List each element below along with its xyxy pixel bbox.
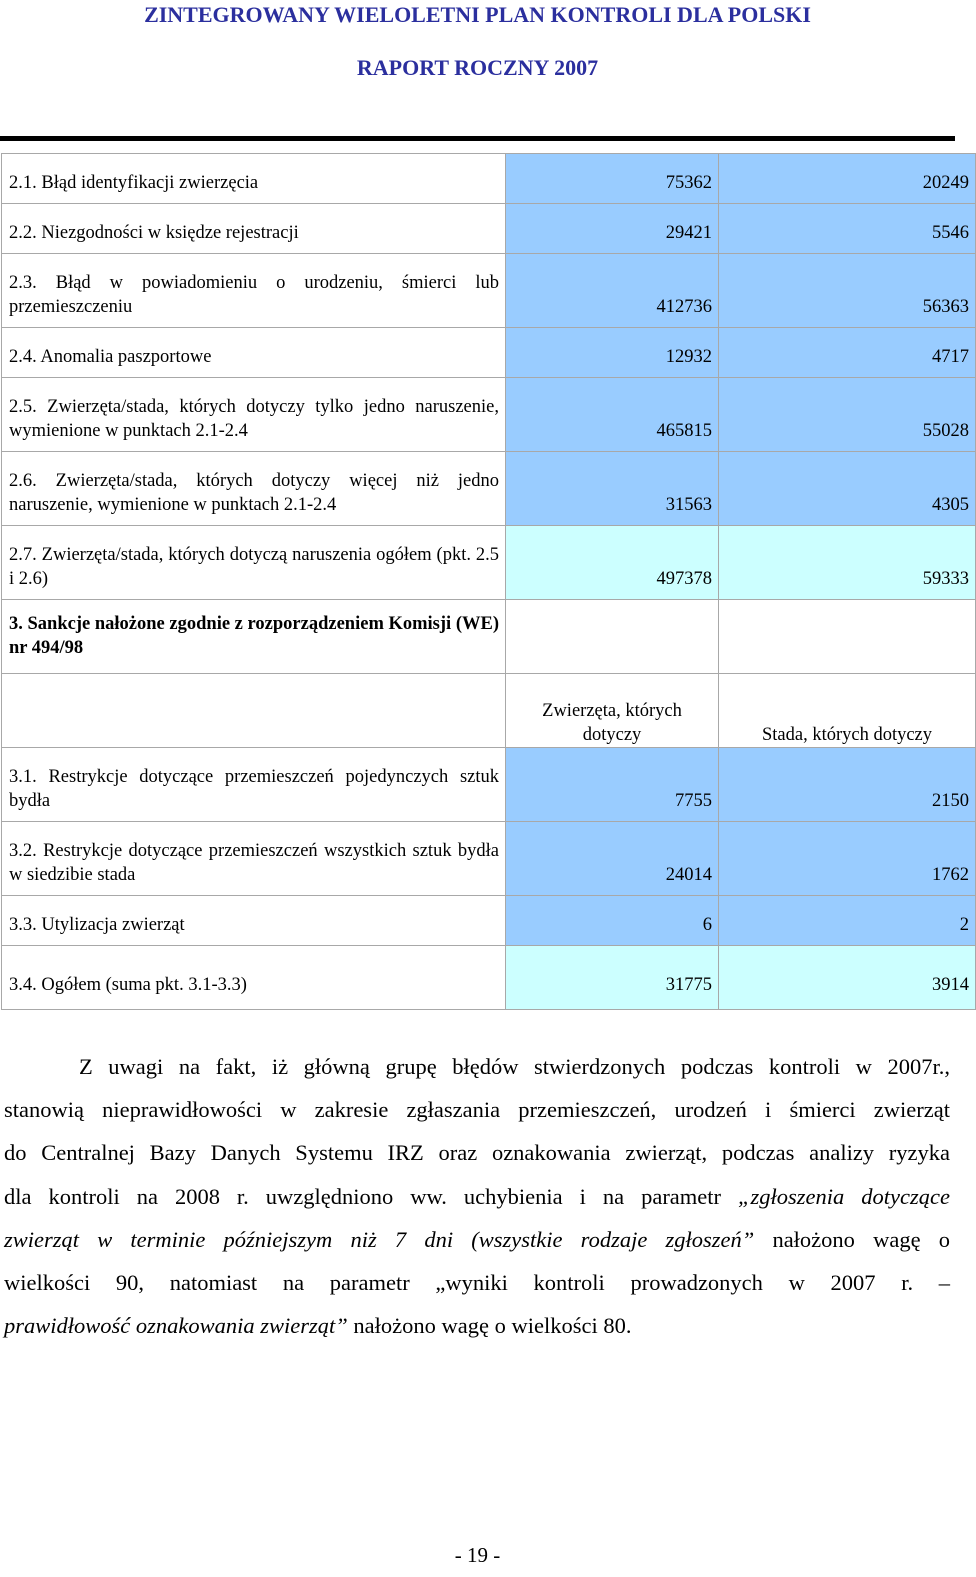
paragraph-italic-text: prawidłowość oznakowania zwierząt” bbox=[4, 1313, 348, 1339]
animals-value: 24014 bbox=[506, 822, 719, 896]
herds-value: 20249 bbox=[719, 154, 976, 204]
herds-value: 2150 bbox=[719, 748, 976, 822]
table-row bbox=[2, 204, 976, 254]
table-row bbox=[2, 748, 976, 822]
herds-value: 4305 bbox=[719, 452, 976, 526]
table-row bbox=[2, 526, 976, 600]
section-header-row bbox=[2, 600, 976, 674]
animals-value: 7755 bbox=[506, 748, 719, 822]
paragraph-text: dla kontroli na 2008 r. uwzględniono ww. uchybienia i na parametr bbox=[4, 1183, 739, 1209]
animals-value: 31563 bbox=[506, 452, 719, 526]
herds-value: 56363 bbox=[719, 254, 976, 328]
animals-value: 75362 bbox=[506, 154, 719, 204]
herds-value: 4717 bbox=[719, 328, 976, 378]
paragraph-italic-text: – bbox=[938, 1270, 950, 1296]
herds-value: 59333 bbox=[719, 526, 976, 600]
document-title: ZINTEGROWANY WIELOLETNI PLAN KONTROLI DLA POLSKI bbox=[144, 2, 811, 27]
body-paragraph bbox=[4, 1045, 950, 1347]
empty-cell bbox=[506, 600, 719, 674]
paragraph-line: do Centralnej Bazy Danych Systemu IRZ oraz oznakowania zwierząt, podczas analizy ryzyka bbox=[4, 1140, 950, 1166]
header-rule bbox=[0, 136, 955, 141]
table-row bbox=[2, 254, 976, 328]
row-label: 2.6. Zwierzęta/stada, których dotyczy więcej niż jedno naruszenie, wymienione w punktach 2.1-2.4 bbox=[2, 452, 506, 526]
animals-value: 497378 bbox=[506, 526, 719, 600]
paragraph-line bbox=[4, 1261, 950, 1304]
paragraph-italic-text: zwierząt w terminie późniejszym niż 7 dni (wszystkie rodzaje zgłoszeń” bbox=[4, 1226, 755, 1252]
paragraph-italic-text: „zgłoszenia dotyczące bbox=[738, 1183, 950, 1209]
paragraph-line bbox=[4, 1304, 950, 1347]
row-label: 2.2. Niezgodności w księdze rejestracji bbox=[2, 204, 506, 254]
table-row bbox=[2, 328, 976, 378]
row-label: 2.3. Błąd w powiadomieniu o urodzeniu, śmierci lub przemieszczeniu bbox=[2, 254, 506, 328]
table-row bbox=[2, 452, 976, 526]
row-label: 3.1. Restrykcje dotyczące przemieszczeń pojedynczych sztuk bydła bbox=[2, 748, 506, 822]
row-label: 2.5. Zwierzęta/stada, których dotyczy tylko jedno naruszenie, wymienione w punktach 2.1-2.4 bbox=[2, 378, 506, 452]
page-number: - 19 - bbox=[454, 1543, 501, 1567]
animals-value: 465815 bbox=[506, 378, 719, 452]
table-row bbox=[2, 378, 976, 452]
row-label: 2.1. Błąd identyfikacji zwierzęcia bbox=[2, 154, 506, 204]
animals-value: 31775 bbox=[506, 946, 719, 1010]
animals-value: 29421 bbox=[506, 204, 719, 254]
table-row bbox=[2, 822, 976, 896]
paragraph-line bbox=[4, 1218, 950, 1261]
empty-cell bbox=[2, 674, 506, 748]
paragraph-text: nałożono wagę o bbox=[754, 1226, 950, 1252]
paragraph-line bbox=[4, 1175, 950, 1218]
table-row bbox=[2, 154, 976, 204]
animals-value: 412736 bbox=[506, 254, 719, 328]
column-header-row bbox=[2, 674, 976, 748]
row-label: 3.3. Utylizacja zwierząt bbox=[2, 896, 506, 946]
paragraph-text: wielkości 90, natomiast na parametr „wyniki kontroli prowadzonych w 2007 r. bbox=[4, 1270, 939, 1296]
row-label: 2.4. Anomalia paszportowe bbox=[2, 328, 506, 378]
herds-value: 2 bbox=[719, 896, 976, 946]
report-subtitle: RAPORT ROCZNY 2007 bbox=[356, 55, 599, 80]
herds-value: 1762 bbox=[719, 822, 976, 896]
paragraph-line: stanowią nieprawidłowości w zakresie zgłaszania przemieszczeń, urodzeń i śmierci zwierząt bbox=[4, 1097, 950, 1123]
section-3-title: 3. Sankcje nałożone zgodnie z rozporządzeniem Komisji (WE) nr 494/98 bbox=[2, 600, 506, 674]
table-row bbox=[2, 946, 976, 1010]
column-header-herds: Stada, których dotyczy bbox=[719, 674, 976, 748]
herds-value: 5546 bbox=[719, 204, 976, 254]
animals-value: 12932 bbox=[506, 328, 719, 378]
empty-cell bbox=[719, 600, 976, 674]
paragraph-line: Z uwagi na fakt, iż główną grupę błędów stwierdzonych podczas kontroli w 2007r., bbox=[79, 1054, 950, 1079]
herds-value: 3914 bbox=[719, 946, 976, 1010]
herds-value: 55028 bbox=[719, 378, 976, 452]
paragraph-text: nałożono wagę o wielkości 80. bbox=[347, 1313, 632, 1339]
row-label: 3.4. Ogółem (suma pkt. 3.1-3.3) bbox=[2, 946, 506, 1010]
control-results-table bbox=[1, 153, 976, 1010]
row-label: 2.7. Zwierzęta/stada, których dotyczą naruszenia ogółem (pkt. 2.5 i 2.6) bbox=[2, 526, 506, 600]
row-label: 3.2. Restrykcje dotyczące przemieszczeń wszystkich sztuk bydła w siedzibie stada bbox=[2, 822, 506, 896]
table-row bbox=[2, 896, 976, 946]
animals-value: 6 bbox=[506, 896, 719, 946]
column-header-animals: Zwierzęta, których dotyczy bbox=[506, 674, 719, 748]
